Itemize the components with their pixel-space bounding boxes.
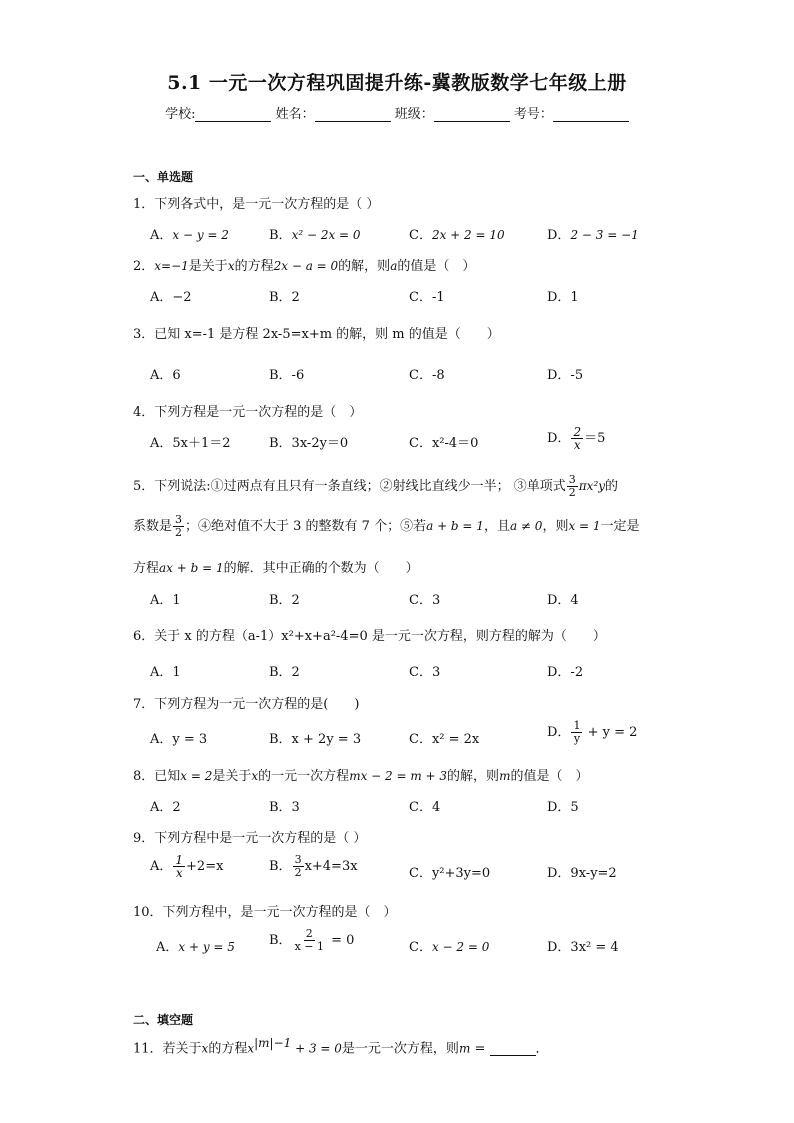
option-c[interactable]: C．x − 2 = 0 (409, 940, 490, 955)
school-field[interactable] (195, 107, 271, 122)
option-c[interactable]: C．-8 (409, 368, 445, 383)
question-5-options (150, 589, 710, 611)
option-c[interactable]: C．4 (409, 800, 441, 815)
option-b[interactable]: B． $\frac{2}{x - 1}$ = 0 (269, 927, 355, 953)
question-5-line-3: 方程ax + b = 1的解．其中正确的个数为（ ） (133, 561, 419, 576)
option-c[interactable]: C．3 (409, 593, 441, 608)
option-a[interactable]: A．2 (150, 800, 181, 815)
option-a[interactable]: A．6 (150, 368, 181, 383)
option-b[interactable]: B．-6 (269, 368, 305, 383)
question-11: 11．若关于x的方程$x^{|m|-1} + 3 = 0$是一元一次方程，则m = ． (133, 1036, 549, 1057)
option-d[interactable]: D． $\frac{1}{y}$ + y = 2 (547, 719, 638, 745)
option-c[interactable]: C．y²+3y=0 (409, 866, 491, 881)
question-4-options (150, 425, 710, 454)
question-5-line-1: 5．下列说法:①过两点有且只有一条直线；②射线比直线少一半； ③单项式 $\frac{3}{2}$ πx²y的 (133, 473, 619, 499)
question-4: 4．下列方程是一元一次方程的是（ ） (133, 405, 363, 420)
option-a[interactable]: A．x − y = 2 (150, 228, 229, 243)
option-a[interactable]: A．y = 3 (150, 732, 208, 747)
question-2-options (150, 286, 710, 308)
option-c[interactable]: C．x² = 2x (409, 732, 480, 747)
option-d[interactable]: D．2 − 3 = −1 (547, 228, 639, 243)
page-title: 5.1 一元一次方程巩固提升练-冀教版数学七年级上册 (167, 72, 627, 94)
option-d[interactable]: D．4 (547, 593, 579, 608)
question-7-options (150, 719, 710, 750)
question-10-options (150, 927, 710, 958)
question-5-line-2: 系数是 $\frac{3}{2}$ ；④绝对值不大于 3 的整数有 7 个；⑤若a + b = 1，且a ≠ 0，则x = 1一定是 (133, 513, 640, 539)
option-a[interactable]: A． $\frac{1}{x}$ +2=x (150, 853, 224, 880)
section-fill-blank: 二、填空题 (133, 1013, 194, 1027)
question-1: 1．下列各式中，是一元一次方程的是（ ） (133, 197, 380, 212)
option-b[interactable]: B．x² − 2x = 0 (269, 228, 361, 243)
option-b[interactable]: B．3 (269, 800, 300, 815)
option-a[interactable]: A．x + y = 5 (156, 940, 235, 955)
option-c[interactable]: C．2x + 2 = 10 (409, 228, 505, 243)
question-9-options (150, 853, 710, 884)
class-label: 班级： (394, 107, 434, 122)
option-d[interactable]: D．9x-y=2 (547, 866, 617, 881)
question-7: 7．下列方程为一元一次方程的是( ) (133, 697, 360, 712)
option-c[interactable]: C．3 (409, 665, 441, 680)
name-field[interactable] (315, 107, 391, 122)
option-d[interactable]: D．1 (547, 290, 579, 305)
option-b[interactable]: B．2 (269, 665, 300, 680)
name-label: 姓名： (275, 107, 315, 122)
option-b[interactable]: B．x + 2y = 3 (269, 732, 362, 747)
question-9: 9．下列方程中是一元一次方程的是（ ） (133, 831, 367, 846)
answer-blank[interactable] (490, 1043, 536, 1056)
option-a[interactable]: A．1 (150, 665, 181, 680)
question-8-options (150, 796, 710, 818)
question-3-options (150, 364, 710, 386)
option-d[interactable]: D．-5 (547, 368, 584, 383)
class-field[interactable] (434, 107, 510, 122)
student-info-line (0, 103, 794, 122)
option-a[interactable]: A．−2 (150, 290, 192, 305)
question-3: 3．已知 x=-1 是方程 2x-5=x+m 的解，则 m 的值是（ ） (133, 327, 500, 342)
number-field[interactable] (553, 107, 629, 122)
section-single-choice: 一、单选题 (133, 170, 194, 184)
option-d[interactable]: D．-2 (547, 665, 584, 680)
number-label: 考号： (513, 107, 553, 122)
question-2: 2．x=−1是关于x的方程2x − a = 0的解，则a的值是（ ） (133, 259, 476, 274)
question-8: 8．已知x = 2是关于x的一元一次方程mx − 2 = m + 3的解，则m的值是（ ） (133, 769, 589, 784)
option-d[interactable]: D．3x² = 4 (547, 940, 619, 955)
option-b[interactable]: B．2 (269, 290, 300, 305)
option-b[interactable]: B．2 (269, 593, 300, 608)
option-a[interactable]: A．1 (150, 593, 181, 608)
option-b[interactable]: B． $\frac{3}{2}$ x+4=3x (269, 853, 358, 879)
question-1-options (150, 224, 710, 246)
option-c[interactable]: C．x²-4＝0 (409, 436, 479, 451)
question-6: 6．关于 x 的方程（a-1）x²+x+a²-4=0 是一元一次方程，则方程的解为（ ） (133, 629, 606, 644)
school-label: 学校: (165, 107, 196, 122)
option-d[interactable]: D．5 (547, 800, 579, 815)
question-6-options (150, 661, 710, 683)
option-b[interactable]: B．3x-2y＝0 (269, 436, 349, 451)
option-d[interactable]: D． $\frac{2}{x}$ ＝5 (547, 425, 606, 452)
option-c[interactable]: C．-1 (409, 290, 445, 305)
question-10: 10．下列方程中，是一元一次方程的是（ ） (133, 905, 397, 920)
option-a[interactable]: A．5x＋1＝2 (150, 436, 231, 451)
